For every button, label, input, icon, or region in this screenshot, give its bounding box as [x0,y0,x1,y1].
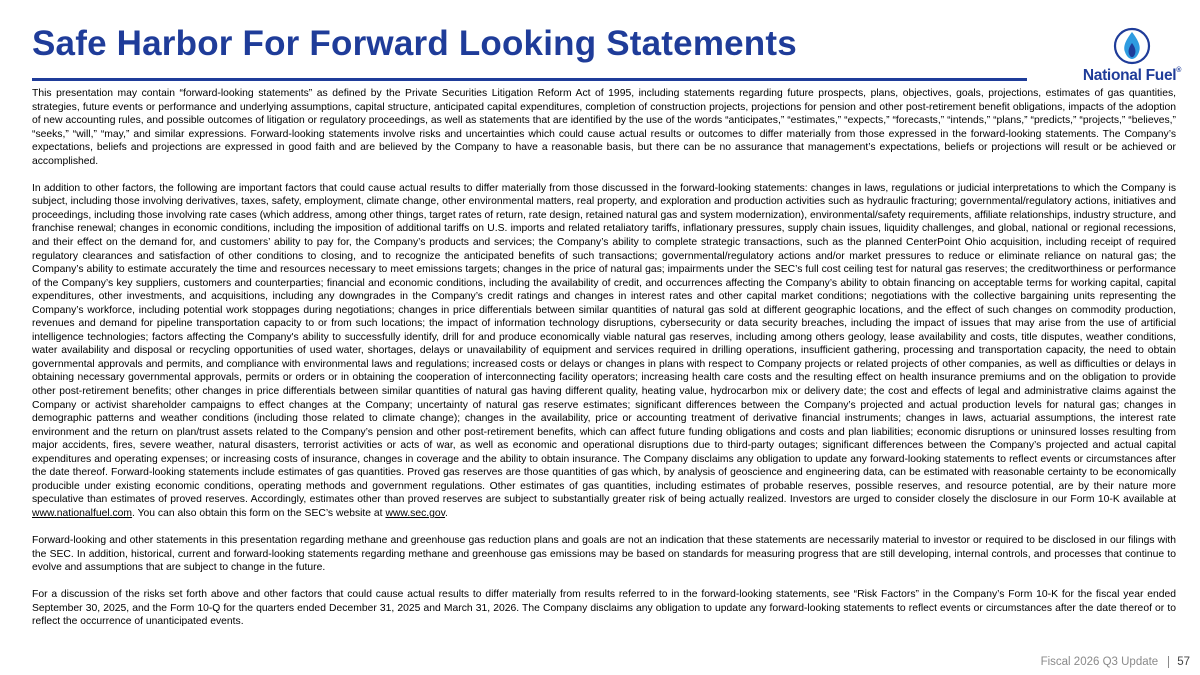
paragraph-discussion: For a discussion of the risks set forth above and other factors that could cause actual results to differ materially from results referred to in the forward-looking statements, see “Risk Factors” in the Company’s Form 10-K for the fiscal year ended September 30, 2025, and the Form 10-Q for the quarters ended December 31, 2025 and March 31, 2026. The Company disclaims any obligation to update any forward-looking statements to reflect events or circumstances after the date thereof or to reflect the occurrence of unanticipated events. [32,589,1176,628]
paragraph-risk-factors [32,182,1176,521]
disclaimer-body [32,87,1176,642]
logo-wordmark [1074,67,1190,85]
company-logo [1074,26,1190,86]
paragraph-methane: Forward-looking and other statements in this presentation regarding methane and greenhouse gas reduction plans and goals are not an indication that these statements are necessarily material to investor or required to be disclosed in our filings with the SEC. In addition, historical, current and forward-looking statements regarding methane and greenhouse gas emissions may be based on standards for measuring progress that are still developing, internal controls, and processes that continue to evolve and assumptions that are subject to change in the future. [32,535,1176,574]
risk-factors-text: In addition to other factors, the following are important factors that could cause actual results to differ materially from those discussed in the forward-looking statements: changes in laws, regulations or judicial interpretations to which the Company is subject, including those involving derivatives, taxes, safety, employment, climate change, other environmental matters, real property, and exploration and production activities such as hydraulic fracturing; governmental/regulatory actions, initiatives and proceedings, including those involving rate cases (which address, among other things, target rates of return, rate design, retained natural gas and system modernization), environmental/safety requirements, affiliate relationships, industry structure, and franchise renewal; changes in economic conditions, including the imposition of additional tariffs on U.S. imports and related retaliatory tariffs, inflationary pressures, supply chain issues, liquidity challenges, and global, national or regional recessions, and their effect on the demand for, and customers’ ability to pay for, the Company’s products and services; the Company’s ability to complete strategic transactions, such as the planned CenterPoint Ohio acquisition, including receipt of required regulatory clearances and satisfaction of other conditions to closing, and to recognize the anticipated benefits of such transactions; governmental/regulatory actions and/or market pressures to reduce or eliminate reliance on natural gas; the Company’s ability to estimate accurately the time and resources necessary to meet emissions targets; changes in the price of natural gas; impairments under the SEC’s full cost ceiling test for natural gas reserves; the creditworthiness or performance of the Company’s key suppliers, customers and counterparties; financial and economic conditions, including the availability of credit, and occurrences affecting the Company’s ability to obtain financing on acceptable terms for working capital, capital expenditures, other investments, and acquisitions, including any downgrades in the Company’s credit ratings and changes in interest rates and other capital market conditions; negotiations with the collective bargaining units representing the Company’s workforce, including potential work stoppages during negotiations; changes in price differentials between similar quantities of natural gas sold at different geographic locations, and the effect of such changes on commodity production, revenues and demand for pipeline transportation capacity to or from such locations; the impact of information technology disruptions, cybersecurity or data security breaches, including the impact of issues that may arise from the use of artificial intelligence technologies; factors affecting the Company's ability to successfully identify, drill for and produce economically viable natural gas reserves, including among others geology, lease availability and costs, title disputes, weather conditions, water availability and disposal or recycling opportunities of used water, shortages, delays or unavailability of equipment and services required in drilling operations, insufficient gathering, processing and transportation capacity, the need to obtain governmental approvals and permits, and compliance with environmental laws and regulations; increased costs or delays or changes in plans with respect to Company projects or related projects of other companies, as well as difficulties or delays in obtaining necessary governmental approvals, permits or orders or in obtaining the cooperation of interconnecting facility operators; increasing health care costs and the resulting effect on health insurance premiums and on the obligation to provide other post-retirement benefits; other changes in price differentials between similar quantities of natural gas having different quality, heating value, hydrocarbon mix or delivery date; the cost and effects of legal and administrative claims against the Company or activist shareholder campaigns to effect changes at the Company; uncertainty of natural gas reserve estimates; significant differences between the Company’s projected and actual production levels for natural gas; changes in demographic patterns and weather conditions (including those related to climate change); changes in the availability, price or accounting treatment of derivative financial instruments; changes in laws, actuarial assumptions, the interest rate environment and the return on plan/trust assets related to the Company’s pension and other post-retirement benefits, which can affect future funding obligations and costs and plan liabilities; economic disruptions or uninsured losses resulting from major accidents, fires, severe weather, natural disasters, terrorist activities or acts of war, as well as economic and operational disruptions due to third-party outages; significant differences between the Company’s projected and actual capital expenditures and operating expenses; or increasing costs of insurance, changes in coverage and the ability to obtain insurance. The Company disclaims any obligation to update any forward-looking statements to reflect events or circumstances after the date thereof. Forward-looking statements include estimates of gas quantities. Proved gas reserves are those quantities of gas which, by analysis of geoscience and engineering data, can be estimated with reasonable certainty to be economically producible under existing economic conditions, operating methods and government regulations. Other estimates of gas quantities, including estimates of probable reserves, possible reserves, and resource potential, are by their nature more speculative than estimates of proved reserves. Accordingly, estimates other than proved reserves are subject to substantially greater risk of being actually realized. Investors are urged to consider closely the disclosure in our Form 10-K available at [32,182,1176,506]
page-title: Safe Harbor For Forward Looking Statements [32,24,797,63]
footer-label: Fiscal 2026 Q3 Update [1040,656,1159,668]
registered-mark: ® [1176,67,1182,74]
risk-factors-text-end: . [445,507,448,519]
footer-divider [1168,656,1169,668]
nationalfuel-link[interactable]: www.nationalfuel.com [32,507,133,519]
paragraph-forward-looking: This presentation may contain “forward-looking statements” as defined by the Private Securities Litigation Reform Act of 1995, including statements regarding future prospects, plans, objectives, goals, projections, estimates of gas quantities, strategies, future events or performance and underlying assumptions, capital structure, anticipated capital expenditures, completion of construction projects, projections for pension and other post-retirement benefit obligations, impacts of the adoption of new accounting rules, and possible outcomes of litigation or regulatory proceedings, as well as statements that are identified by the use of the words “anticipates,” “estimates,” “expects,” “forecasts,” “intends,” “plans,” “predicts,” “projects,” “believes,” “seeks,” “will,” “may,” and similar expressions. Forward-looking statements involve risks and uncertainties which could cause actual results or outcomes to differ materially from those expressed in the forward-looking statements. The Company’s expectations, beliefs and projections are expressed in good faith and are believed by the Company to have a reasonable basis, but there can be no assurance that management’s expectations, beliefs or projections will result or be achieved or accomplished. [32,88,1176,167]
logo-name: National Fuel [1082,67,1177,84]
sec-link[interactable]: www.sec.gov [385,507,446,519]
flame-logo-icon [1112,26,1152,66]
title-underline [32,78,1027,81]
footer [1041,655,1190,669]
risk-factors-text-mid: . You can also obtain this form on the SEC’s website at [132,507,386,519]
page-number: 57 [1177,656,1190,668]
